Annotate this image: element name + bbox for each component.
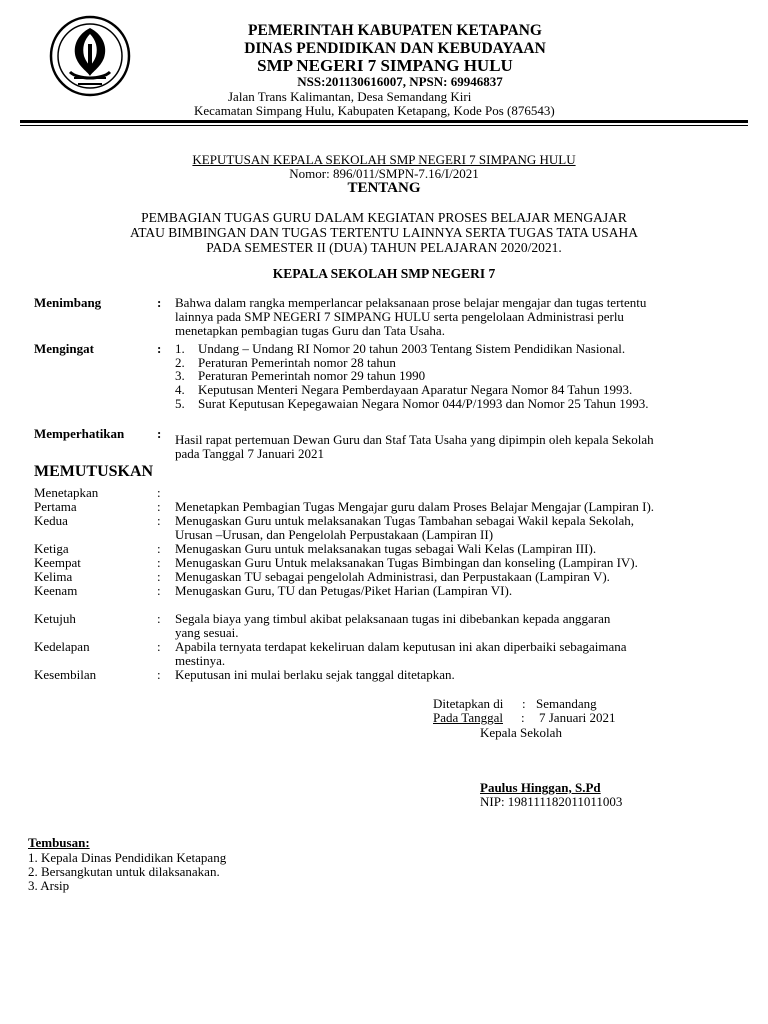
decision-label: Keenam: [34, 583, 78, 598]
decision-label: Ketiga: [34, 541, 69, 556]
menimbang-label: Menimbang: [34, 295, 102, 310]
signature-position: Kepala Sekolah: [480, 725, 562, 740]
decision-colon: :: [157, 499, 161, 514]
decision-colon: :: [157, 667, 161, 682]
mengingat-item-text: Undang – Undang RI Nomor 20 tahun 2003 Tentang Sistem Pendidikan Nasional.: [198, 341, 626, 356]
decision-text: mestinya.: [175, 653, 226, 668]
memperhatikan-colon: :: [157, 426, 162, 441]
header-nss: NSS:201130616007, NPSN: 69946837: [297, 74, 503, 89]
mengingat-item-text: Peraturan Pemerintah nomor 29 tahun 1990: [198, 368, 426, 383]
header-address-2: Kecamatan Simpang Hulu, Kabupaten Ketapang, Kode Pos (876543): [194, 103, 555, 118]
menimbang-line-2: lainnya pada SMP NEGERI 7 SIMPANG HULU serta pengelolaan Administrasi perlu: [175, 309, 624, 324]
tentang-heading: TENTANG: [347, 180, 421, 196]
signatory-name: Paulus Hinggan, S.Pd: [480, 780, 601, 795]
memutuskan-heading: MEMUTUSKAN: [34, 463, 154, 480]
place-value: Semandang: [536, 696, 597, 711]
decision-colon: :: [157, 583, 161, 598]
place-label: Ditetapkan di: [433, 696, 504, 711]
decision-text: yang sesuai.: [175, 625, 239, 640]
cc-item: 1. Kepala Dinas Pendidikan Ketapang: [28, 850, 227, 865]
decision-text: Menugaskan TU sebagai pengelolah Administrasi, dan Perpustakaan (Lampiran V).: [175, 569, 610, 584]
cc-item: 3. Arsip: [28, 878, 70, 893]
principal-heading: KEPALA SEKOLAH SMP NEGERI 7: [272, 266, 496, 281]
header-department: DINAS PENDIDIKAN DAN KEBUDAYAAN: [244, 40, 546, 57]
subject-line-1: PEMBAGIAN TUGAS GURU DALAM KEGIATAN PROSES BELAJAR MENGAJAR: [141, 210, 627, 225]
decision-label: Kedua: [34, 513, 68, 528]
decision-text: Menugaskan Guru untuk melaksanakan Tugas Tambahan sebagai Wakil kepala Sekolah,: [175, 513, 634, 528]
decision-text: Apabila ternyata terdapat kekeliruan dalam keputusan ini akan diperbaiki sebagaimana: [175, 639, 627, 654]
date-separator: :: [521, 710, 525, 725]
decision-label: Menetapkan: [34, 485, 99, 500]
mengingat-item-text: Keputusan Menteri Negara Pemberdayaan Aparatur Negara Nomor 84 Tahun 1993.: [198, 382, 633, 397]
decision-label: Pertama: [34, 499, 77, 514]
decision-text: Menugaskan Guru untuk melaksanakan tugas sebagai Wali Kelas (Lampiran III).: [175, 541, 597, 556]
decision-label: Kelima: [34, 569, 73, 584]
cc-title: Tembusan:: [28, 835, 90, 850]
subject-line-2: ATAU BIMBINGAN DAN TUGAS TERTENTU LAINNYA SERTA TUGAS TATA USAHA: [130, 225, 638, 240]
decision-text: Menugaskan Guru Untuk melaksanakan Tugas Bimbingan dan konseling (Lampiran IV).: [175, 555, 638, 570]
menimbang-line-3: menetapkan pembagian tugas Guru dan Tata Usaha.: [175, 323, 445, 338]
decision-colon: :: [157, 639, 161, 654]
date-label: Pada Tanggal: [433, 710, 503, 725]
decision-text: Urusan –Urusan, dan Pengelolah Perpustakaan (Lampiran II): [175, 527, 494, 542]
decision-colon: :: [157, 513, 161, 528]
place-separator: :: [522, 696, 526, 711]
regency-emblem-icon: [48, 14, 132, 98]
memperhatikan-line-1: Hasil rapat pertemuan Dewan Guru dan Staf Tata Usaha yang dipimpin oleh kepala Sekolah: [175, 432, 654, 447]
date-value: 7 Januari 2021: [539, 710, 616, 725]
decision-label: Kedelapan: [34, 639, 90, 654]
memperhatikan-line-2: pada Tanggal 7 Januari 2021: [175, 446, 325, 461]
mengingat-item-number: 4.: [175, 382, 185, 397]
decision-label: Ketujuh: [34, 611, 76, 626]
decision-text: Segala biaya yang timbul akibat pelaksanaan tugas ini dibebankan kepada anggaran: [175, 611, 611, 626]
date-row: [433, 711, 629, 725]
mengingat-item-number: 1.: [175, 341, 185, 356]
mengingat-item-text: Peraturan Pemerintah nomor 28 tahun: [198, 355, 396, 370]
mengingat-item-number: 3.: [175, 368, 185, 383]
mengingat-item-number: 2.: [175, 355, 185, 370]
memperhatikan-label: Memperhatikan: [34, 426, 125, 441]
decision-label: Kesembilan: [34, 667, 97, 682]
decision-text: Keputusan ini mulai berlaku sejak tanggal ditetapkan.: [175, 667, 455, 682]
mengingat-label: Mengingat: [34, 341, 94, 356]
header-rule-thick: [20, 120, 748, 123]
mengingat-item-number: 5.: [175, 396, 185, 411]
decision-text: Menetapkan Pembagian Tugas Mengajar guru dalam Proses Belajar Mengajar (Lampiran I).: [175, 499, 655, 514]
subject-line-3: PADA SEMESTER II (DUA) TAHUN PELAJARAN 2020/2021.: [206, 240, 562, 255]
header-government: PEMERINTAH KABUPATEN KETAPANG: [248, 22, 542, 39]
decision-label: Keempat: [34, 555, 81, 570]
cc-item: 2. Bersangkutan untuk dilaksanakan.: [28, 864, 220, 879]
signatory-nip: NIP: 198111182011011003: [480, 794, 623, 809]
decision-colon: :: [157, 541, 161, 556]
header-address-1: Jalan Trans Kalimantan, Desa Semandang Kiri: [228, 89, 472, 104]
decision-text: Menugaskan Guru, TU dan Petugas/Piket Harian (Lampiran VI).: [175, 583, 513, 598]
header-rule-thin: [20, 125, 748, 126]
menimbang-line-1: Bahwa dalam rangka memperlancar pelaksanaan prose belajar mengajar dan tugas tertentu: [175, 295, 647, 310]
mengingat-colon: :: [157, 341, 162, 356]
decision-colon: :: [157, 611, 161, 626]
decision-colon: :: [157, 485, 161, 500]
decree-number: Nomor: 896/011/SMPN-7.16/I/2021: [289, 166, 479, 181]
menimbang-colon: :: [157, 295, 162, 310]
mengingat-item-text: Surat Keputusan Kepegawaian Negara Nomor 044/P/1993 dan Nomor 25 Tahun 1993.: [198, 396, 649, 411]
header-school: SMP NEGERI 7 SIMPANG HULU: [257, 56, 513, 75]
decision-colon: :: [157, 555, 161, 570]
decision-colon: :: [157, 569, 161, 584]
decree-title: KEPUTUSAN KEPALA SEKOLAH SMP NEGERI 7 SIMPANG HULU: [192, 152, 576, 167]
